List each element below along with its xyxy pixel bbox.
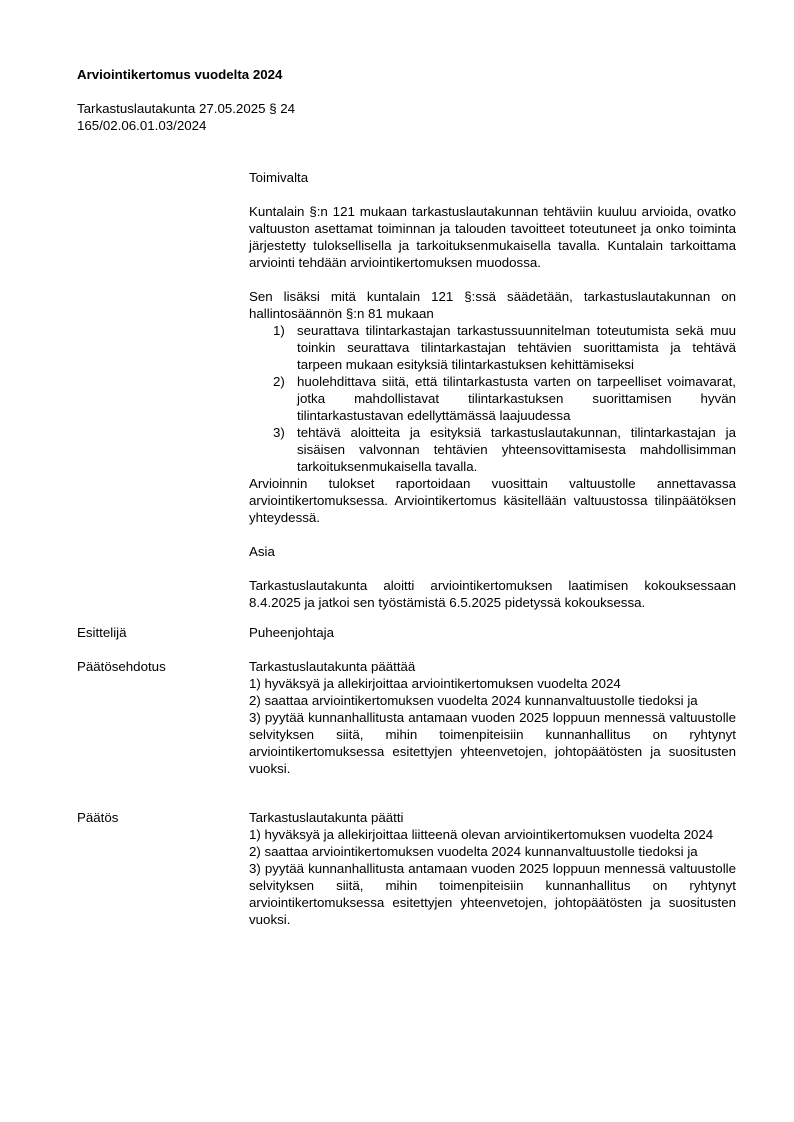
list-item-text: huolehdittava siitä, että tilintarkastusta varten on tarpeelliset voimavarat, jotka mahdollistavat tilintarkastuksen suorittamisen hyvän tilintarkastustavan edellyttämässä laajuudessa	[297, 374, 736, 423]
paragraph-asia: Tarkastuslautakunta aloitti arviointikertomuksen laatimisen kokouksessaan 8.4.2025 ja jatkoi sen työstämistä 6.5.2025 pidetyssä kokouksessa.	[249, 578, 736, 610]
presenter-label: Esittelijä	[77, 625, 127, 640]
proposal-line: 1) hyväksyä ja allekirjoittaa arviointikertomuksen vuodelta 2024	[249, 676, 621, 691]
proposal-content	[249, 658, 736, 777]
meeting-meta	[77, 101, 295, 134]
reference-number: 165/02.06.01.03/2024	[77, 117, 207, 133]
decision-label: Päätös	[77, 810, 119, 825]
list-item	[249, 424, 736, 475]
decision-line: 3) pyytää kunnanhallitusta antamaan vuoden 2025 loppuun mennessä valtuustolle selvityksen siitä, mihin toimenpiteisiin kunnanhallitus on ryhtynyt arviointikertomuksessa esitettyjen yhteenvetojen, johtopäätösten ja suositusten vuoksi.	[249, 861, 736, 927]
list-item	[249, 373, 736, 424]
proposal-line: 3) pyytää kunnanhallitusta antamaan vuoden 2025 loppuun mennessä valtuustolle selvityksen siitä, mihin toimenpiteisiin kunnanhallitus on ryhtynyt arviointikertomuksessa esitettyjen yhteenvetojen, johtopäätösten ja suositusten vuoksi.	[249, 710, 736, 776]
duties-list	[249, 322, 736, 475]
heading-asia: Asia	[249, 544, 275, 559]
decision-line: Tarkastuslautakunta päätti	[249, 810, 404, 825]
list-item-number: 3)	[273, 425, 285, 440]
heading-toimivalta: Toimivalta	[249, 170, 309, 185]
list-item	[249, 322, 736, 373]
proposal-line: Tarkastuslautakunta päättää	[249, 659, 416, 674]
document-title: Arviointikertomus vuodelta 2024	[77, 67, 283, 82]
list-item-text: tehtävä aloitteita ja esityksiä tarkastuslautakunnan, tilintarkastajan ja sisäisen valvonnan tehtävien yhteensovittamisesta mahdollisimman tarkoituksenmukaisella tavalla.	[297, 425, 736, 474]
list-item-number: 2)	[273, 374, 285, 389]
list-item-text: seurattava tilintarkastajan tarkastussuunnitelman toteutumista sekä muu toinkin seurattava tilintarkastajan tehtävien suorittamista ja tehtävä tarpeen mukaan esityksiä tilintarkastuksen kehittämiseksi	[297, 323, 736, 372]
paragraph-reporting: Arvioinnin tulokset raportoidaan vuosittain valtuustolle annettavassa arviointikertomuksessa. Arviointikertomus käsitellään valtuustossa tilinpäätöksen yhteydessä.	[249, 476, 736, 525]
decision-line: 2) saattaa arviointikertomuksen vuodelta 2024 kunnanvaltuustolle tiedoksi ja	[249, 844, 698, 859]
presenter-value: Puheenjohtaja	[249, 625, 335, 640]
main-section	[249, 169, 736, 611]
decision-line: 1) hyväksyä ja allekirjoittaa liitteenä olevan arviointikertomuksen vuodelta 2024	[249, 827, 714, 842]
proposal-label: Päätösehdotus	[77, 659, 166, 674]
decision-content	[249, 809, 736, 928]
paragraph-hallintosaanto: Sen lisäksi mitä kuntalain 121 §:ssä säädetään, tarkastuslautakunnan on hallintosäännön §:n 81 mukaan	[249, 289, 736, 321]
meeting-line: Tarkastuslautakunta 27.05.2025 § 24	[77, 101, 296, 116]
proposal-line: 2) saattaa arviointikertomuksen vuodelta 2024 kunnanvaltuustolle tiedoksi ja	[249, 693, 698, 708]
paragraph-kuntalaki: Kuntalain §:n 121 mukaan tarkastuslautakunnan tehtäviin kuuluu arvioida, ovatko valtuuston asettamat toiminnan ja talouden tavoitteet toteutuneet ja onko toiminta järjestetty tuloksellisella ja tarkoituksenmukaisella tavalla. Kuntalain tarkoittama arviointi tehdään arviointikertomuksen muodossa.	[249, 204, 736, 270]
list-item-number: 1)	[273, 323, 285, 338]
